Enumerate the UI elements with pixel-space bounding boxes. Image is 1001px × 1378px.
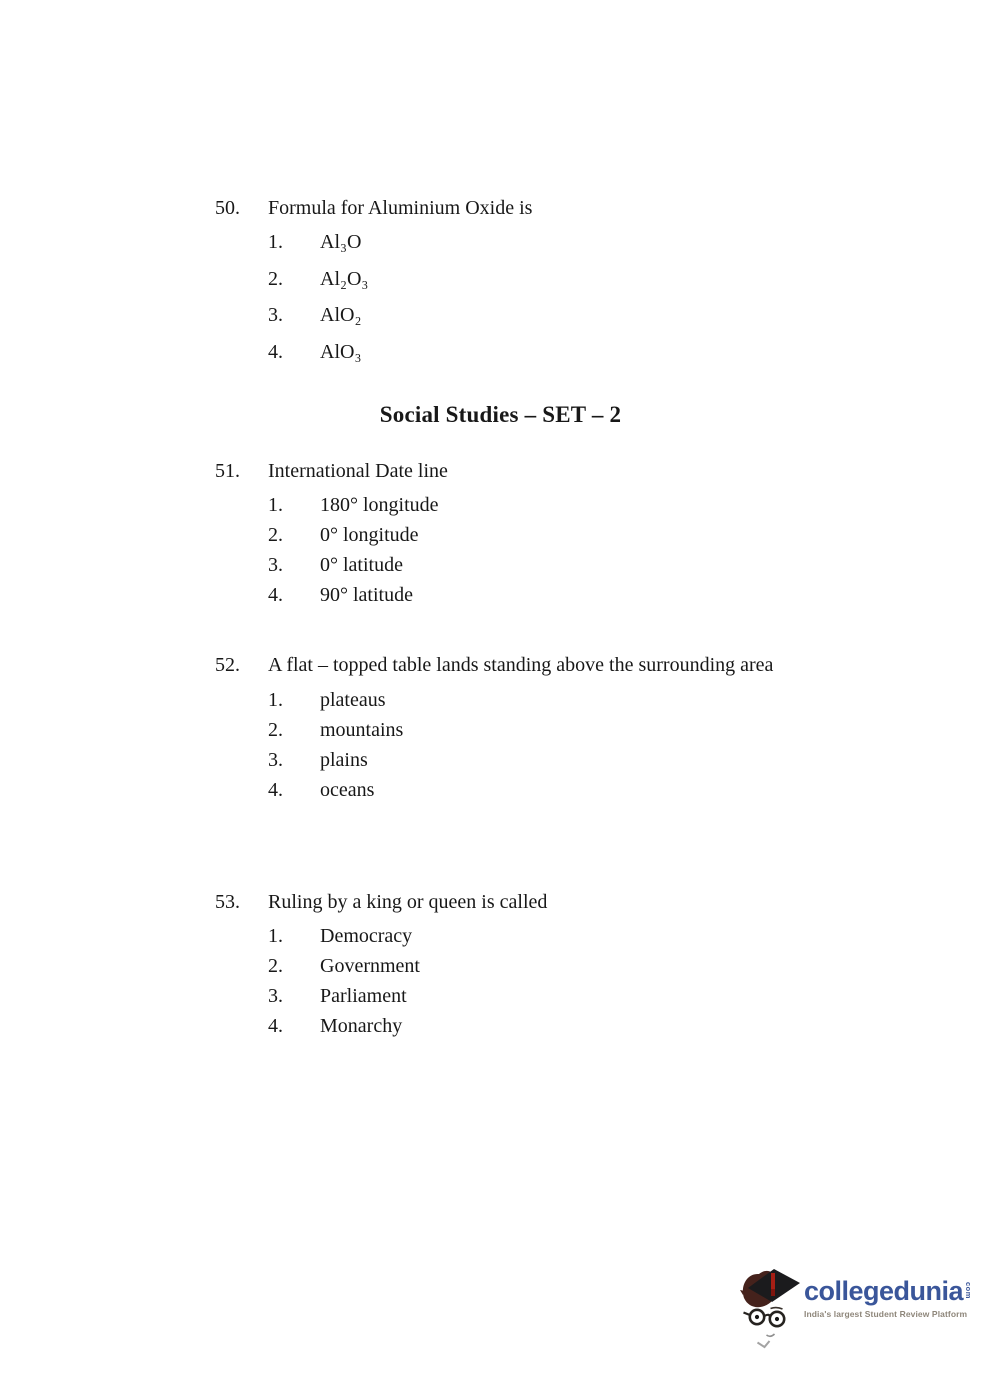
question-number: 51. [215, 460, 240, 482]
option-label: AlO₂ [320, 304, 362, 326]
option-label: plateaus [320, 689, 386, 711]
option-number: 1. [268, 231, 283, 253]
option-label: Al₂O₃ [320, 268, 369, 290]
question-52-option-4 [268, 779, 374, 801]
option-number: 3. [268, 749, 283, 771]
question-text: A flat – topped table lands standing above the surrounding area [268, 654, 774, 676]
question-52-option-3 [268, 749, 368, 771]
question-52-option-2 [268, 719, 403, 741]
option-label: Parliament [320, 985, 407, 1007]
option-label: mountains [320, 719, 404, 741]
option-number: 2. [268, 524, 283, 546]
question-53 [215, 891, 547, 913]
logo-tagline: India's largest Student Review Platform [804, 1309, 968, 1319]
question-51-option-3 [268, 554, 403, 576]
question-53-option-3 [268, 985, 407, 1007]
option-label: oceans [320, 779, 375, 801]
question-51-option-2 [268, 524, 419, 546]
option-label: Monarchy [320, 1015, 403, 1037]
logo-brand-name: collegedunia [804, 1276, 964, 1306]
option-number: 2. [268, 719, 283, 741]
question-50-option-1 [268, 231, 361, 253]
question-51 [215, 460, 448, 482]
collegedunia-logo [740, 1262, 973, 1350]
logo-text-block [804, 1278, 973, 1319]
option-label: AlO₃ [320, 341, 362, 363]
option-number: 4. [268, 779, 283, 801]
option-number: 1. [268, 494, 283, 516]
option-number: 3. [268, 985, 283, 1007]
option-number: 1. [268, 925, 283, 947]
option-label: Democracy [320, 925, 413, 947]
option-label: 0° longitude [320, 524, 419, 546]
option-label: 0° latitude [320, 554, 403, 576]
question-52-option-1 [268, 689, 386, 711]
option-label: plains [320, 749, 368, 771]
collegedunia-mascot-icon [740, 1262, 802, 1350]
question-number: 53. [215, 891, 240, 913]
option-number: 2. [268, 268, 283, 290]
question-number: 50. [215, 197, 240, 219]
option-number: 3. [268, 554, 283, 576]
question-53-option-2 [268, 955, 420, 977]
section-heading: Social Studies – SET – 2 [379, 402, 622, 427]
question-50-option-3 [268, 304, 361, 326]
question-51-option-1 [268, 494, 439, 516]
question-50 [215, 197, 532, 219]
logo-tld: com [964, 1282, 974, 1299]
question-50-option-2 [268, 268, 368, 290]
question-52 [215, 654, 773, 676]
option-number: 4. [268, 1015, 283, 1037]
question-number: 52. [215, 654, 240, 676]
option-label: 90° latitude [320, 584, 413, 606]
option-number: 4. [268, 584, 283, 606]
question-51-option-4 [268, 584, 413, 606]
option-number: 3. [268, 304, 283, 326]
option-label: Al₃O [320, 231, 362, 253]
question-50-option-4 [268, 341, 361, 363]
option-number: 2. [268, 955, 283, 977]
option-label: Government [320, 955, 420, 977]
option-number: 1. [268, 689, 283, 711]
question-text: Ruling by a king or queen is called [268, 891, 548, 913]
question-53-option-1 [268, 925, 412, 947]
question-text: Formula for Aluminium Oxide is [268, 197, 533, 219]
question-text: International Date line [268, 460, 448, 482]
option-number: 4. [268, 341, 283, 363]
option-label: 180° longitude [320, 494, 439, 516]
question-53-option-4 [268, 1015, 402, 1037]
